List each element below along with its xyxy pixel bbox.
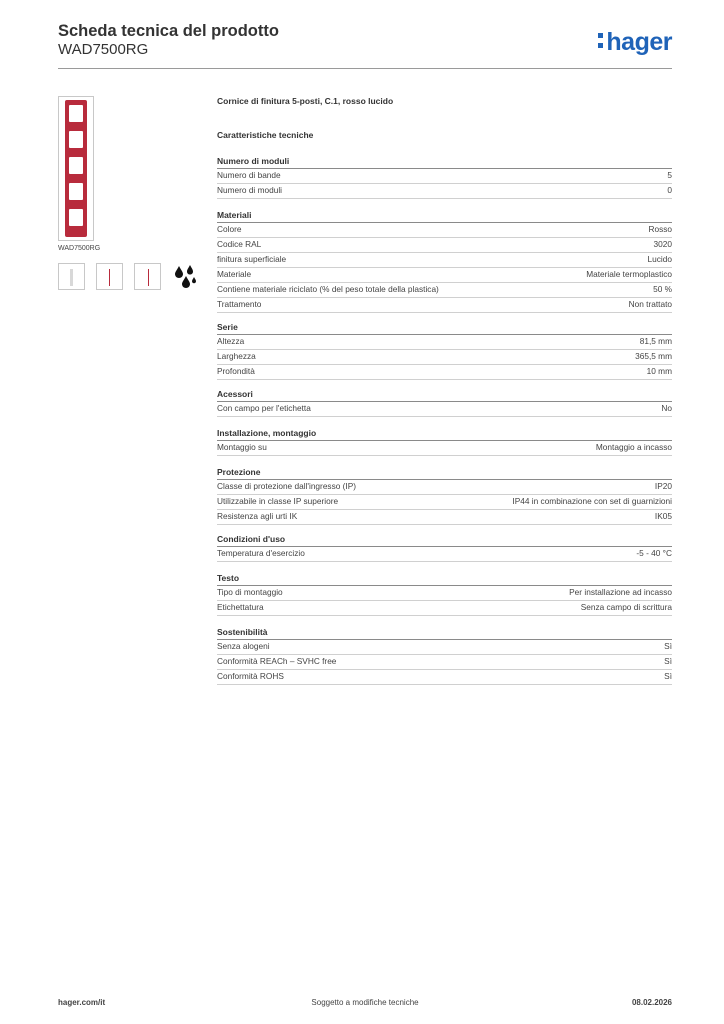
- spec-row: [217, 335, 672, 350]
- spec-row: [217, 350, 672, 365]
- logo-text: hager: [606, 28, 672, 56]
- spec-row: [217, 547, 672, 562]
- spec-row: [217, 586, 672, 601]
- spec-value: Sì: [664, 671, 672, 681]
- product-code: WAD7500RG: [58, 41, 149, 58]
- spec-value: Rosso: [648, 224, 672, 234]
- spec-value: Montaggio a incasso: [595, 442, 672, 452]
- spec-row: [217, 601, 672, 616]
- section-title: Serie: [217, 321, 672, 335]
- spec-label: Temperatura d'esercizio: [217, 548, 305, 558]
- spec-label: Conformità ROHS: [217, 671, 284, 681]
- spec-label: Utilizzabile in classe IP superiore: [217, 496, 339, 506]
- spec-label: Montaggio su: [217, 442, 267, 452]
- spec-row: [217, 365, 672, 380]
- spec-label: Larghezza: [217, 351, 256, 361]
- page-header: [58, 22, 672, 68]
- spec-value: No: [661, 403, 672, 413]
- tech-heading: Caratteristiche tecniche: [217, 130, 314, 140]
- frame-slot: [69, 209, 83, 226]
- spec-label: Trattamento: [217, 299, 262, 309]
- spec-value: 5: [667, 170, 672, 180]
- spec-label: Numero di moduli: [217, 185, 283, 195]
- frame-slot: [69, 157, 83, 174]
- spec-label: Profondità: [217, 366, 255, 376]
- section-title: Testo: [217, 572, 672, 586]
- spec-value: 0: [667, 185, 672, 195]
- spec-row: [217, 510, 672, 525]
- spec-row: [217, 640, 672, 655]
- spec-value: 81,5 mm: [639, 336, 672, 346]
- spec-label: Numero di bande: [217, 170, 281, 180]
- image-caption: WAD7500RG: [58, 245, 101, 252]
- frame-icon: [65, 100, 87, 237]
- spec-label: Materiale: [217, 269, 252, 279]
- spec-row: [217, 238, 672, 253]
- spec-row: [217, 480, 672, 495]
- spec-label: Classe di protezione dall'ingresso (IP): [217, 481, 357, 491]
- spec-value: Senza campo di scrittura: [580, 602, 672, 612]
- spec-label: finitura superficiale: [217, 254, 287, 264]
- spec-row: [217, 495, 672, 510]
- spec-value: Sì: [664, 656, 672, 666]
- page-footer: [58, 998, 672, 1010]
- spec-value: IK05: [654, 511, 672, 521]
- spec-row: [217, 253, 672, 268]
- footer-note: Soggetto a modifiche tecniche: [311, 998, 419, 1007]
- spec-label: Conformità REACh – SVHC free: [217, 656, 337, 666]
- section-title: Sostenibilità: [217, 626, 672, 640]
- spec-value: Sì: [664, 641, 672, 651]
- frame-side-view-icon[interactable]: [58, 263, 85, 290]
- product-image: [58, 96, 94, 241]
- spec-value: -5 - 40 °C: [636, 548, 672, 558]
- spec-label: Altezza: [217, 336, 245, 346]
- spec-label: Senza alogeni: [217, 641, 270, 651]
- frame-slot: [69, 183, 83, 200]
- water-drops-icon[interactable]: [172, 263, 199, 290]
- spec-row: [217, 184, 672, 199]
- spec-label: Codice RAL: [217, 239, 262, 249]
- header-divider: [58, 68, 672, 69]
- frame-thin-line-icon[interactable]: [134, 263, 161, 290]
- page-title: Scheda tecnica del prodotto: [58, 22, 279, 40]
- spec-label: Etichettatura: [217, 602, 264, 612]
- spec-value: 3020: [653, 239, 672, 249]
- red-line-bar: [109, 269, 110, 286]
- frame-slot: [69, 105, 83, 122]
- spec-row: [217, 283, 672, 298]
- thin-line-bar: [148, 269, 149, 286]
- water-drops-svg: [174, 264, 197, 289]
- spec-value: IP44 in combinazione con set di guarnizioni: [512, 496, 672, 506]
- spec-label: Resistenza agli urti IK: [217, 511, 298, 521]
- spec-row: [217, 268, 672, 283]
- spec-label: Colore: [217, 224, 242, 234]
- spec-row: [217, 402, 672, 417]
- spec-value: 365,5 mm: [635, 351, 672, 361]
- spec-row: [217, 169, 672, 184]
- footer-website: hager.com/it: [58, 998, 106, 1007]
- section-title: Protezione: [217, 466, 672, 480]
- section-title: Numero di moduli: [217, 155, 672, 169]
- spec-value: IP20: [654, 481, 672, 491]
- spec-row: [217, 223, 672, 238]
- spec-value: Per installazione ad incasso: [569, 587, 672, 597]
- spec-row: [217, 670, 672, 685]
- frame-red-line-icon[interactable]: [96, 263, 123, 290]
- spec-value: Non trattato: [628, 299, 672, 309]
- section-title: Materiali: [217, 209, 672, 223]
- logo-dots-icon: [598, 33, 605, 51]
- hager-logo: [598, 26, 672, 58]
- spec-value: 10 mm: [646, 366, 672, 376]
- spec-row: [217, 655, 672, 670]
- spec-value: 50 %: [653, 284, 672, 294]
- spec-value: Materiale termoplastico: [586, 269, 672, 279]
- spec-row: [217, 298, 672, 313]
- section-title: Condizioni d'uso: [217, 533, 672, 547]
- footer-date: 08.02.2026: [631, 998, 672, 1007]
- spec-value: Lucido: [647, 254, 672, 264]
- spec-row: [217, 441, 672, 456]
- frame-slot: [69, 131, 83, 148]
- section-title: Installazione, montaggio: [217, 427, 672, 441]
- side-view-bar: [70, 269, 73, 286]
- spec-label: Tipo di montaggio: [217, 587, 283, 597]
- spec-label: Contiene materiale riciclato (% del peso totale della plastica): [217, 284, 439, 294]
- spec-label: Con campo per l'etichetta: [217, 403, 311, 413]
- product-description: Cornice di finitura 5-posti, C.1, rosso lucido: [217, 96, 394, 106]
- section-title: Acessori: [217, 388, 672, 402]
